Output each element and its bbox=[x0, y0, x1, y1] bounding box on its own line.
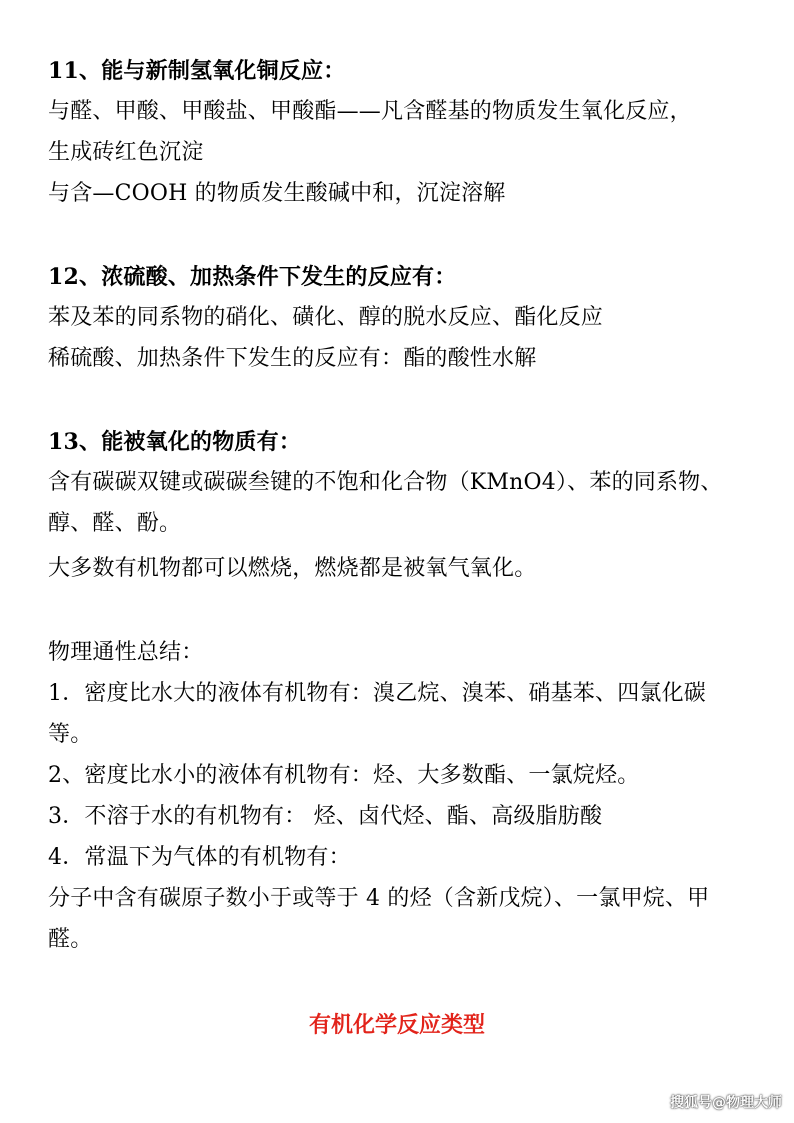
summary-line-4: 3．不溶于水的有机物有： 烃、卤代烃、酯、高级脂肪酸 bbox=[48, 804, 603, 829]
section-13-line-2: 醇、醛、酚。 bbox=[48, 511, 182, 536]
watermark-text: 搜狐号@物理大师 bbox=[670, 1095, 782, 1111]
section-11-line-2: 生成砖红色沉淀 bbox=[48, 140, 204, 165]
section-13-line-1: 含有碳碳双键或碳碳叁键的不饱和化合物（KMnO4）、苯的同系物、 bbox=[48, 470, 723, 495]
section-11-heading: 11、能与新制氢氧化铜反应： bbox=[48, 58, 346, 84]
summary-line-3: 2、密度比水小的液体有机物有：烃、大多数酯、一氯烷烃。 bbox=[48, 763, 640, 788]
section-12-line-1: 苯及苯的同系物的硝化、磺化、醇的脱水反应、酯化反应 bbox=[48, 305, 604, 330]
section-13-heading: 13、能被氧化的物质有： bbox=[48, 429, 302, 455]
section-11-line-1: 与醛、甲酸、甲酸盐、甲酸酯——凡含醛基的物质发生氧化反应， bbox=[48, 99, 692, 124]
summary-line-2: 等。 bbox=[48, 722, 93, 747]
summary-line-1: 1．密度比水大的液体有机物有：溴乙烷、溴苯、硝基苯、四氯化碳 bbox=[48, 681, 706, 706]
summary-line-7: 醛。 bbox=[48, 927, 93, 952]
summary-heading: 物理通性总结： bbox=[48, 640, 204, 665]
summary-line-5: 4．常温下为气体的有机物有： bbox=[48, 845, 351, 870]
section-13-line-3: 大多数有机物都可以燃烧，燃烧都是被氧气氧化。 bbox=[48, 556, 537, 581]
section-11-line-3: 与含—COOH 的物质发生酸碱中和，沉淀溶解 bbox=[48, 181, 506, 206]
section-12-heading: 12、浓硫酸、加热条件下发生的反应有： bbox=[48, 264, 457, 290]
summary-line-6: 分子中含有碳原子数小于或等于 4 的烃（含新戊烷）、一氯甲烷、甲 bbox=[48, 886, 710, 911]
section-12-line-2: 稀硫酸、加热条件下发生的反应有：酯的酸性水解 bbox=[48, 346, 537, 371]
footer-title: 有机化学反应类型 bbox=[308, 1012, 485, 1038]
